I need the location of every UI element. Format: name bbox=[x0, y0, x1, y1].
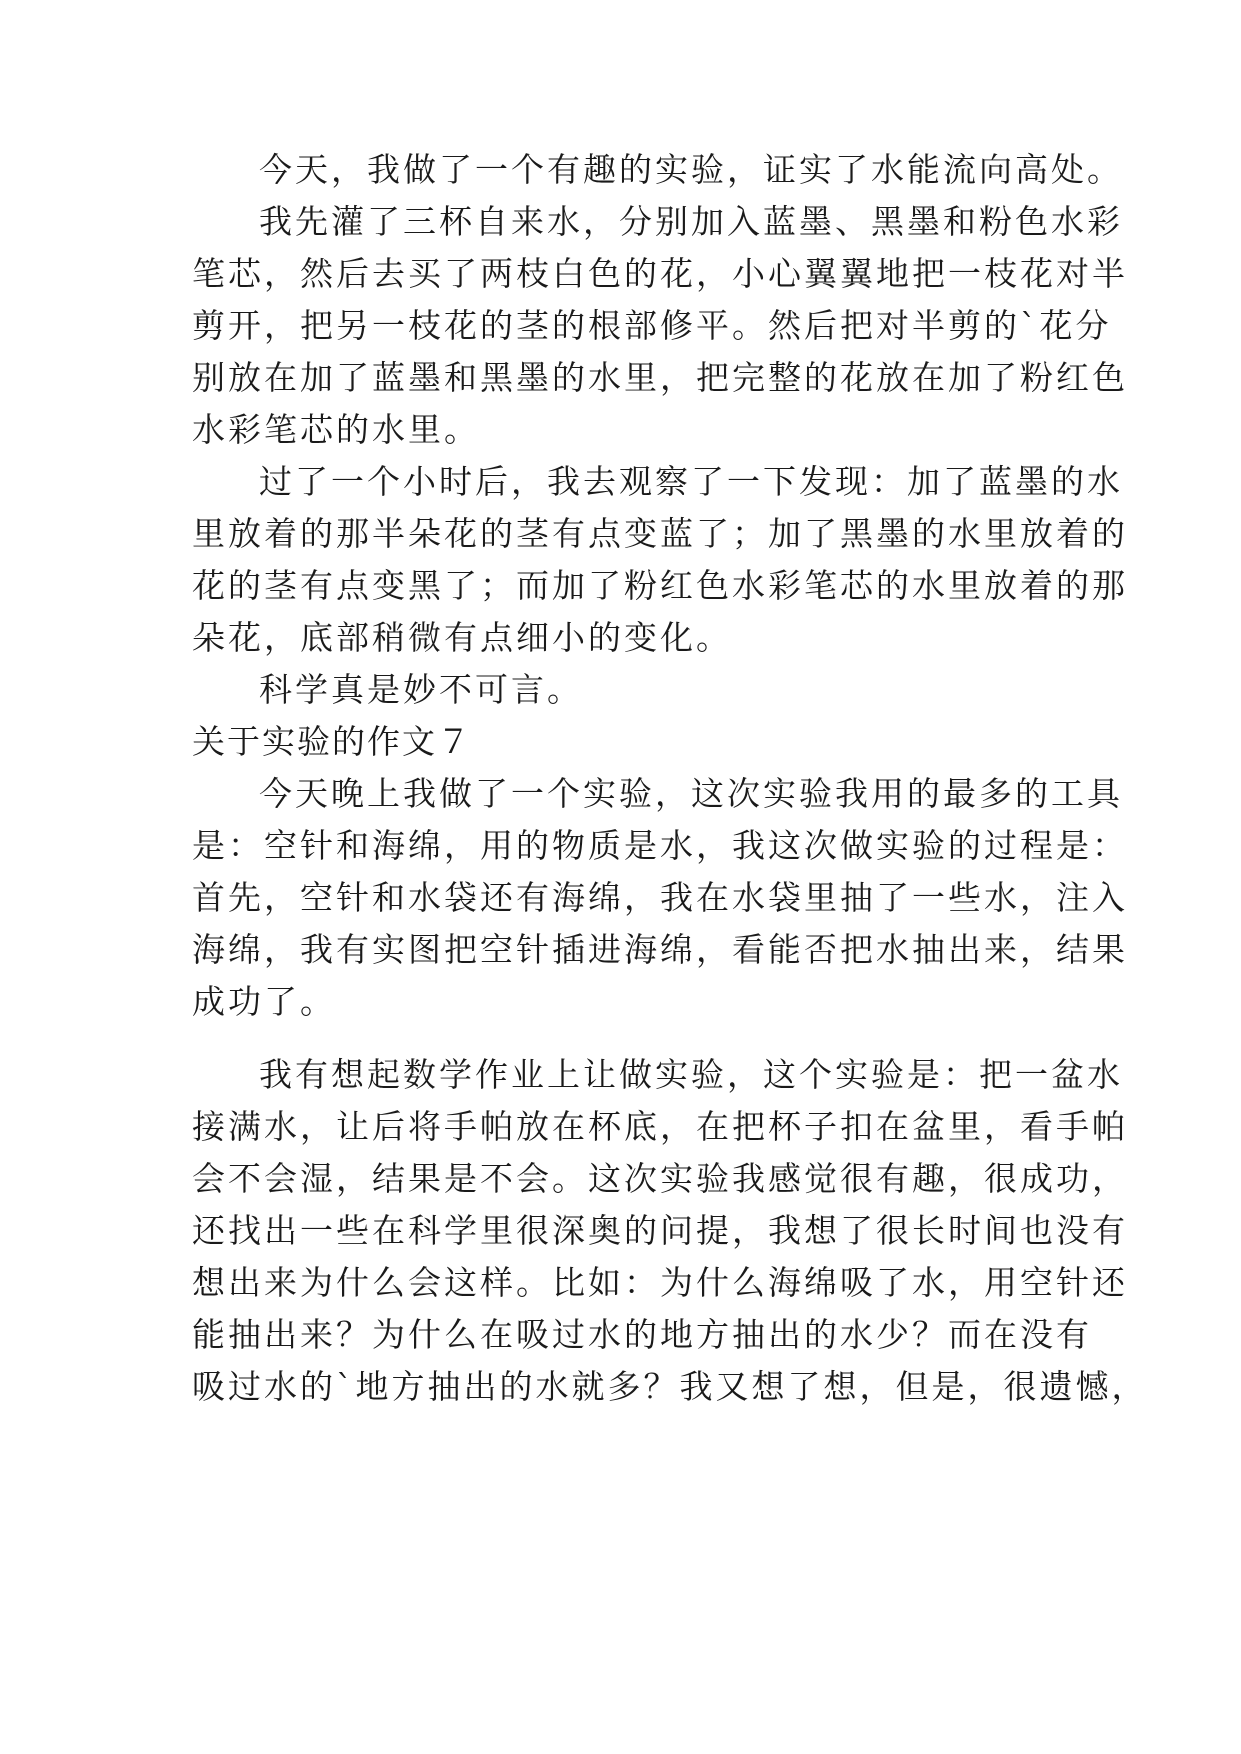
paragraph-line: 笔芯，然后去买了两枝白色的花，小心翼翼地把一枝花对半 bbox=[192, 254, 1128, 293]
paragraph-line: 首先，空针和水袋还有海绵，我在水袋里抽了一些水，注入 bbox=[192, 878, 1128, 917]
paragraph-line: 我先灌了三杯自来水，分别加入蓝墨、黑墨和粉色水彩 bbox=[259, 202, 1123, 241]
paragraph-line: 今天晚上我做了一个实验，这次实验我用的最多的工具 bbox=[259, 774, 1123, 813]
paragraph-line: 科学真是妙不可言。 bbox=[259, 670, 583, 709]
paragraph-line: 剪开，把另一枝花的茎的根部修平。然后把对半剪的`花分 bbox=[192, 306, 1112, 345]
paragraph-line: 接满水，让后将手帕放在杯底，在把杯子扣在盆里，看手帕 bbox=[192, 1107, 1128, 1146]
paragraph-line: 花的茎有点变黑了；而加了粉红色水彩笔芯的水里放着的那 bbox=[192, 566, 1128, 605]
paragraph-line: 吸过水的`地方抽出的水就多？我又想了想，但是，很遗憾， bbox=[192, 1367, 1148, 1406]
paragraph-line: 我有想起数学作业上让做实验，这个实验是：把一盆水 bbox=[259, 1055, 1123, 1094]
paragraph-line: 里放着的那半朵花的茎有点变蓝了；加了黑墨的水里放着的 bbox=[192, 514, 1128, 553]
paragraph-line: 会不会湿，结果是不会。这次实验我感觉很有趣，很成功， bbox=[192, 1159, 1128, 1198]
paragraph-line: 是：空针和海绵，用的物质是水，我这次做实验的过程是： bbox=[192, 826, 1128, 865]
paragraph-line: 过了一个小时后，我去观察了一下发现：加了蓝墨的水 bbox=[259, 462, 1123, 501]
paragraph-line: 水彩笔芯的水里。 bbox=[192, 410, 480, 449]
paragraph-line: 朵花，底部稍微有点细小的变化。 bbox=[192, 618, 732, 657]
paragraph-line: 今天，我做了一个有趣的实验，证实了水能流向高处。 bbox=[259, 150, 1123, 189]
paragraph-line: 成功了。 bbox=[192, 982, 336, 1021]
paragraph-line: 能抽出来？为什么在吸过水的地方抽出的水少？而在没有 bbox=[192, 1315, 1092, 1354]
paragraph-line: 还找出一些在科学里很深奥的问提，我想了很长时间也没有 bbox=[192, 1211, 1128, 1250]
paragraph-line: 别放在加了蓝墨和黑墨的水里，把完整的花放在加了粉红色 bbox=[192, 358, 1128, 397]
section-heading: 关于实验的作文７ bbox=[192, 722, 472, 761]
paragraph-line: 想出来为什么会这样。比如：为什么海绵吸了水，用空针还 bbox=[192, 1263, 1128, 1302]
paragraph-line: 海绵，我有实图把空针插进海绵，看能否把水抽出来，结果 bbox=[192, 930, 1128, 969]
